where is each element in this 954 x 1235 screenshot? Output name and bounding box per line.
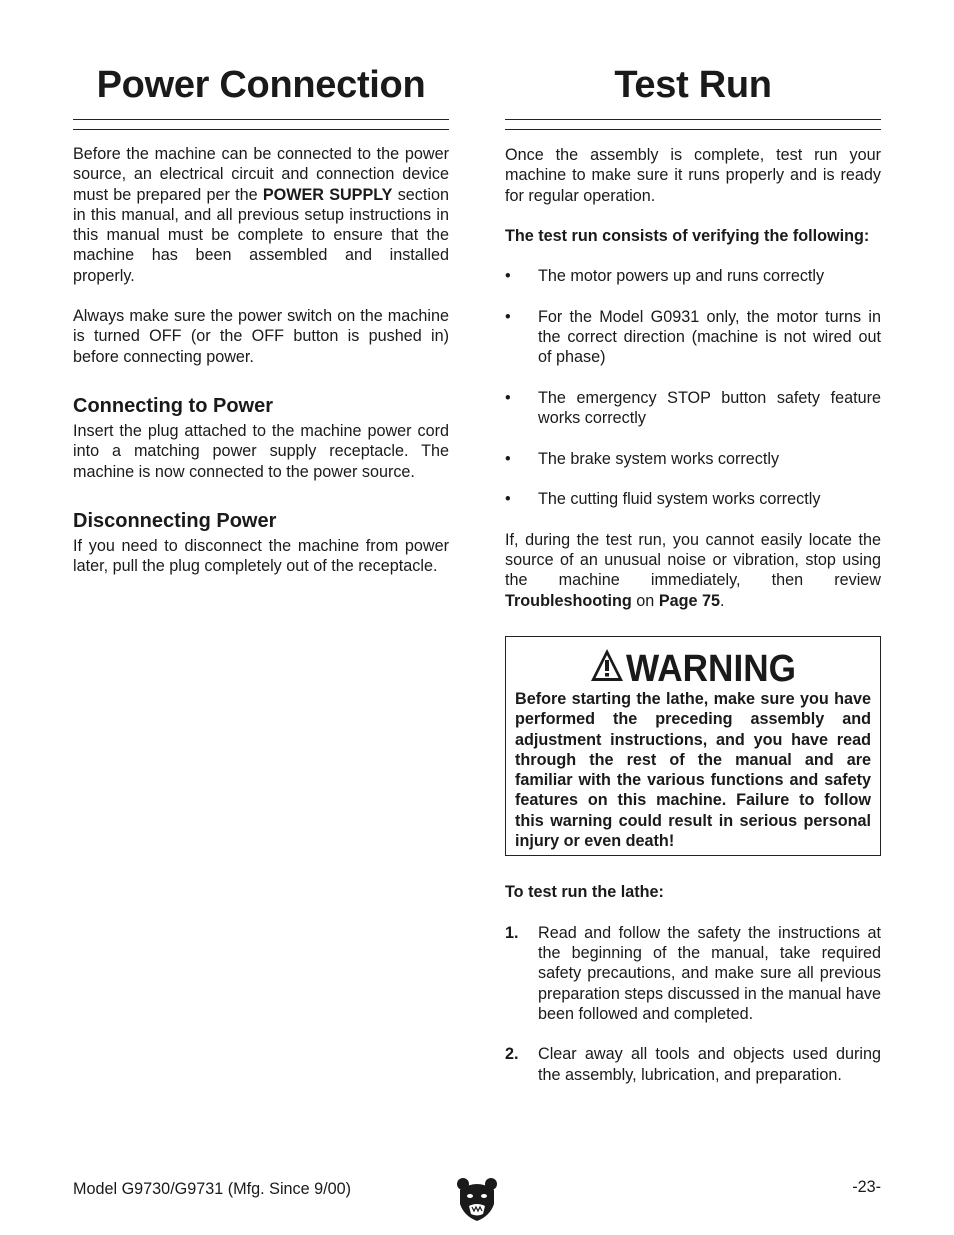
title-rule — [73, 119, 449, 130]
warning-icon — [590, 646, 796, 686]
bullet-icon: • — [505, 490, 511, 509]
troubleshooting-link: Troubleshooting — [505, 591, 632, 610]
test-run-intro: Once the assembly is complete, test run your machine to make sure it runs properly and is ready for regular operation. — [505, 146, 881, 205]
connecting-text: Insert the plug attached to the machine power cord into a matching power supply receptacle. The machine is now connected to the power source. — [73, 421, 449, 481]
step-number: 1. — [505, 923, 519, 942]
disconnecting-text: If you need to disconnect the machine from power later, pull the plug completely out of the receptacle. — [73, 536, 449, 576]
page-title-power-connection: Power Connection — [96, 64, 426, 106]
list-item: • The motor powers up and runs correctly — [505, 267, 825, 286]
list-item: • The emergency STOP button safety feature works correctly — [505, 388, 881, 428]
bullet-icon: • — [505, 449, 511, 468]
page-title-test-run: Test Run — [614, 64, 772, 106]
step-number: 2. — [505, 1045, 519, 1064]
test-run-body — [505, 145, 881, 1085]
disconnecting-heading: Disconnecting Power — [73, 509, 277, 532]
list-item: 1. Read and follow the safety the instructions at the beginning of the manual, take required safety precautions, and make sure all previous preparation steps discussed in the manual have been followed and completed. — [505, 923, 881, 1023]
bullet-icon: • — [505, 388, 511, 407]
verify-heading: The test run consists of verifying the following: — [505, 226, 870, 245]
power-connection-body — [73, 144, 449, 576]
bullet-icon: • — [505, 267, 511, 286]
list-item: 2. Clear away all tools and objects used during the assembly, lubrication, and preparation. — [505, 1045, 881, 1084]
page-number: -23- — [852, 1178, 881, 1196]
connecting-heading: Connecting to Power — [73, 394, 273, 417]
steps-heading: To test run the lathe: — [505, 883, 664, 902]
warning-header — [515, 643, 871, 689]
page-reference: Page 75 — [658, 591, 721, 610]
warning-text: Before starting the lathe, make sure you have performed the preceding assembly and adjustment instructions, and you have read through the rest of the manual and are familiar with the various functions and safety features on this machine. Failure to follow this warning could result in serious personal injury or even death! — [515, 689, 871, 851]
troubleshooting-paragraph: If, during the test run, you cannot easily locate the source of an unusual noise or vibration, stop using the machine immediately, then review Troubleshooting on Page 75. — [505, 530, 881, 610]
power-switch-note: Always make sure the power switch on the machine is turned OFF (or the OFF button is pushed in) before connecting power. — [73, 307, 449, 366]
steps-list — [505, 923, 881, 1085]
list-item: • For the Model G0931 only, the motor turns in the correct direction (machine is not wired out of phase) — [505, 307, 881, 367]
verify-list — [505, 266, 881, 510]
intro-paragraph: Before the machine can be connected to the power source, an electrical circuit and connection device must be prepared per the POWER SUPPLY section in this manual, and all previous setup instructions in this manual must be complete to ensure that the machine has been assembled and installed properly. — [73, 145, 449, 285]
bullet-icon: • — [505, 307, 511, 326]
warning-label: WARNING — [626, 647, 796, 686]
list-item: • The cutting fluid system works correctly — [505, 490, 821, 509]
list-item: • The brake system works correctly — [505, 449, 780, 468]
bear-head-icon — [456, 1176, 498, 1227]
model-footer: Model G9730/G9731 (Mfg. Since 9/00) — [73, 1180, 352, 1198]
warning-box — [505, 636, 881, 856]
title-rule — [505, 119, 881, 130]
